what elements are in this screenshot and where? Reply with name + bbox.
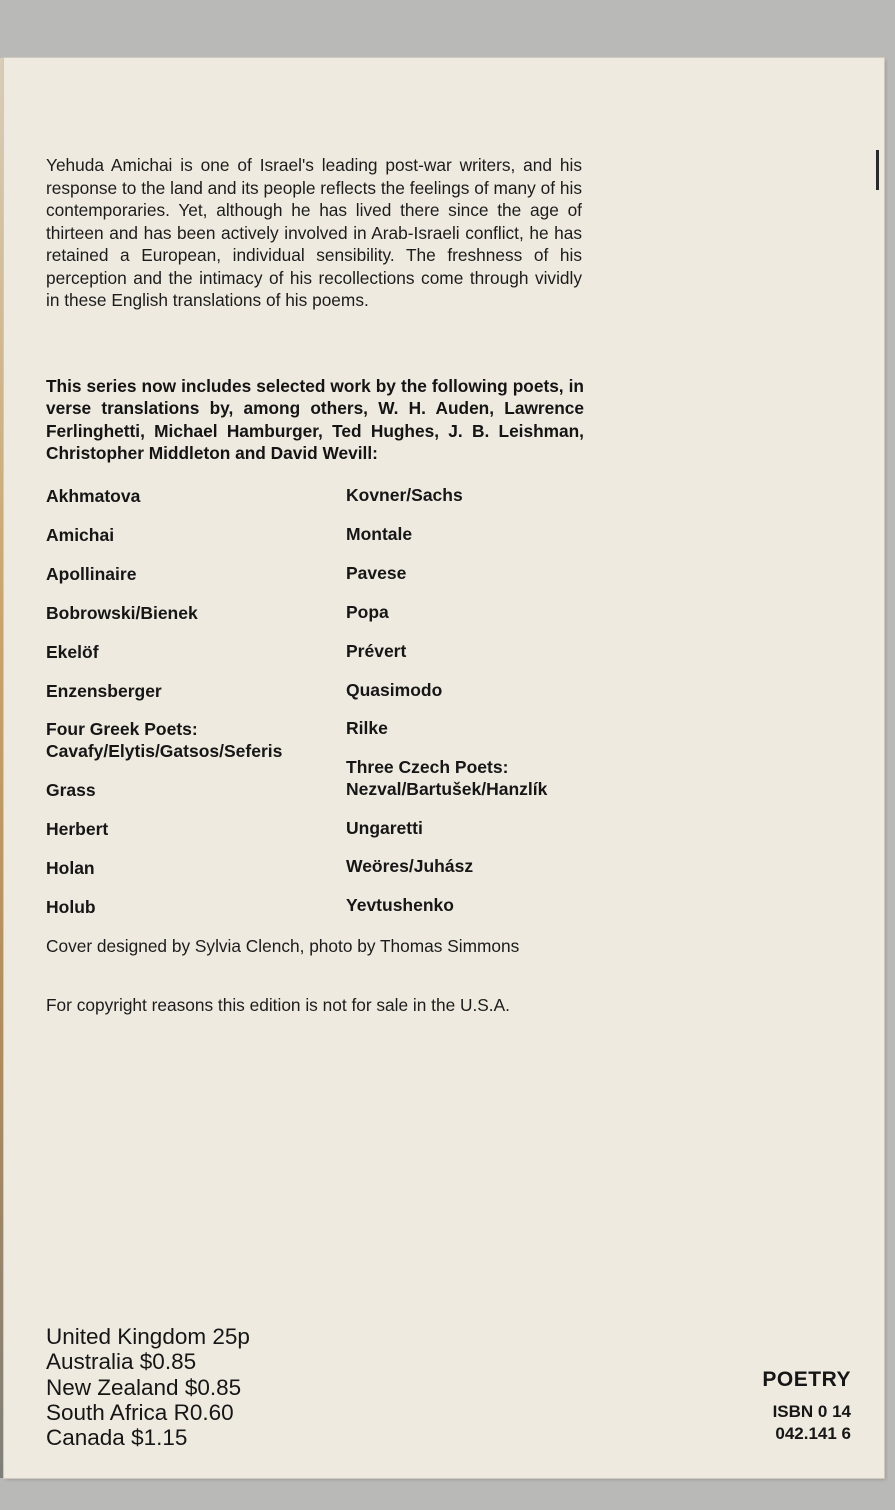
poet-item: Popa [346, 602, 389, 622]
poet-item: Kovner/Sachs [346, 485, 463, 505]
poet-item: Three Czech Poets: [346, 757, 509, 777]
poet-item: Ekelöf [46, 642, 99, 662]
isbn-line: 042.141 6 [775, 1423, 851, 1443]
copyright-note: For copyright reasons this edition is not for sale in the U.S.A. [46, 995, 510, 1015]
poet-item: Montale [346, 524, 413, 544]
poet-item: Holub [46, 897, 96, 917]
series-intro: This series now includes selected work by the following poets, in verse translations by, among others, W. H. Auden, Lawrence Ferlinghetti, Michael Hamburger, Ted Hughes, J. B. Leishman, Christopher Middleton and David Wevill: [46, 376, 584, 463]
price-item: Australia $0.85 [46, 1349, 197, 1375]
edge-mark [876, 150, 879, 190]
price-list [46, 1324, 250, 1450]
poet-item: Four Greek Poets: [46, 719, 198, 739]
poet-item: Quasimodo [346, 680, 443, 700]
price-item: New Zealand $0.85 [46, 1374, 242, 1400]
price-item: United Kingdom 25p [46, 1324, 250, 1349]
poet-item: Herbert [46, 819, 109, 839]
poet-item: Holan [46, 858, 95, 878]
poet-item: Apollinaire [46, 564, 137, 584]
poet-item: Amichai [46, 525, 115, 545]
poet-item: Ungaretti [346, 818, 423, 838]
poet-item: Cavafy/Elytis/Gatsos/Seferis [46, 741, 283, 761]
isbn-line: ISBN 0 14 [772, 1402, 851, 1421]
poet-item: Rilke [346, 718, 388, 738]
poet-item: Akhmatova [46, 486, 141, 506]
poet-item: Nezval/Bartušek/Hanzlík [346, 779, 548, 799]
book-blurb: Yehuda Amichai is one of Israel's leading post-war writers, and his response to the land and its people reflects the feelings of many of his contemporaries. Yet, although he has lived there since the age of thirteen and has been actively involved in Arab-Israeli conflict, he has retained a European, individual sensibility. The freshness of his perception and the intimacy of his recollections come through vividly in these English translations of his poems. [46, 155, 582, 310]
poet-item: Yevtushenko [346, 895, 454, 915]
poet-item: Enzensberger [46, 681, 162, 701]
poet-item: Grass [46, 780, 96, 800]
price-item: Canada $1.15 [46, 1425, 188, 1451]
poet-item: Pavese [346, 563, 407, 583]
price-item: South Africa R0.60 [46, 1399, 234, 1425]
isbn-block [773, 1401, 851, 1444]
cover-credit: Cover designed by Sylvia Clench, photo by Thomas Simmons [46, 936, 520, 956]
poet-item: Bobrowski/Bienek [46, 603, 198, 623]
poet-item: Prévert [346, 641, 407, 661]
poet-item: Weöres/Juhász [346, 856, 474, 876]
category-label: POETRY [762, 1368, 851, 1391]
